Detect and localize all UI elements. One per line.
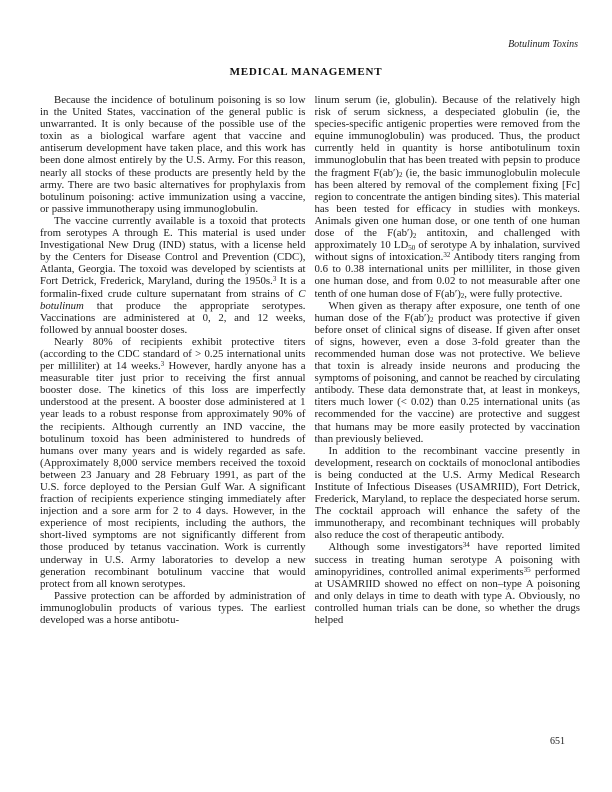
footnote-reference: 32 (443, 251, 451, 260)
subscript-text: 2 (412, 231, 417, 240)
text-columns (40, 94, 580, 706)
footnote-reference: 3 (272, 275, 277, 284)
italic-text: C botulinum (40, 287, 306, 312)
paragraph: When given as therapy after exposure, one tenth of one human dose of the $F(ab')_2$ product was protective if given before onset of clinical signs of disease. If given after onset of signs, however, even a dose 3-fold greater than the recommended human dose was not protective. We believe that toxin is already inside neurons and producing the symptoms of poisoning, and cannot be reached by circulating antibody. These data demonstrate that, at least in monkeys, titers much lower (< 0.02) than 0.25 international units (as recommended for the vaccine) are protective and suggest that humans may be more easily protected by vaccination than previously believed. (314, 299, 580, 445)
paragraph: Although some investigators$^{34}$ have reported limited success in treating human serotype A poisoning with aminopyridines, controlled animal experiments$^{35}$ performed at USAMRIID showed no effect on non–type A poisoning and only delays in time to death with type A. Obviously, no controlled human trials can be done, so whether the drugs helped (314, 541, 580, 627)
footnote-reference: 34 (462, 541, 470, 550)
paragraph: The vaccine currently available is a toxoid that protects from serotypes A through E. This material is used under Investigational New Drug (IND) status, with a license held by the Centers for Disease Control and Prevention (CDC), Atlanta, Georgia. The toxoid was developed by scientists at Fort Detrick, Frederick, Maryland, during the 1950s.$^3$ It is a formalin-fixed crude culture supernatant from strains of C botulinum that produce the appropriate serotypes. Vaccinations are administered at 0, 2, and 12 weeks, followed by annual booster doses. (40, 214, 306, 336)
footnote-reference: 35 (523, 565, 531, 574)
subscript-text: 2 (430, 316, 434, 325)
paragraph: Passive protection can be afforded by administration of immunoglobulin products of various types. The earliest developed was a horse antibotu- (40, 589, 306, 627)
text-column-left (40, 94, 306, 706)
subscript-text: 2 (460, 292, 465, 300)
paragraph: Nearly 80% of recipients exhibit protective titers (according to the CDC standard of > 0.25 international units per milliliter) at 14 weeks.$^3$ However, hardly anyone has a measurable titer just prior to receiving the first annual booster dose. The kinetics of this loss are imperfectly understood at the present. A booster dose administered at 1 year leads to a robust response from approximately 90% of the recipients. Although currently an IND vaccine, the botulinum toxoid has been administered to hundreds of humans over many years and is widely regarded as safe. (Approximately 8,000 service members received the toxoid between 23 January and 28 February 1991, as part of the U.S. force deployed to the Persian Gulf War. A significant fraction of recipients experience stinging immediately after injection and a sore arm for 2 to 4 days. However, in the experience of most recipients, including the authors, the short-lived symptoms are not significantly different from those produced by tetanus vaccination. Work is currently underway in U.S. Army laboratories to develop a new generation recombinant botulinum vaccine that would protect from all known serotypes. (40, 335, 306, 590)
page-number: 651 (550, 736, 565, 747)
paragraph: linum serum (ie, globulin). Because of the relatively high risk of serum sickness, a despeciated globulin (ie, the species-specific antigenic properties were removed from the equine immunoglobulin) was produced. Thus, the product currently held in quantity is horse antibotulinum toxin immunoglobulin that has been treated with pepsin to produce the fragment $F(ab')_2$ (ie, the basic immunoglobulin molecule has been altered by removal of the complement fixing [Fc] region to concentrate the antigen binding sites). This material has been tested for efficacy in studies with monkeys. Animals given one human dose, or one tenth of one human dose of the $F(ab')_2$ antitoxin, and challenged with approximately 10 $LD_{50}$ of serotype A by inhalation, survived without signs of intoxication.$^{32}$ Antibody titers ranging from 0.6 to 0.38 international units per milliliter, in those given one human dose, and from 0.02 to not measurable after one tenth of one human dose of $F(ab')_2$, were fully protective. (314, 94, 580, 300)
subscript-text: 50 (408, 243, 416, 252)
paragraph: Because the incidence of botulinum poisoning is so low in the United States, vaccination of the general public is unwarranted. It is only because of the possible use of the toxin as a biological warfare agent that vaccine and antiserum development have taken place, and this work has been done almost entirely by the U.S. Army. For this reason, nearly all stocks of these products are presently held by the army. There are two basic alternatives for prophylaxis from botulinum poisoning: active immunization using a vaccine, or passive immunotherapy using immunoglobulin. (40, 94, 306, 215)
footnote-reference: 3 (160, 360, 165, 369)
text-column-right (315, 94, 581, 706)
subscript-text: 2 (399, 171, 403, 180)
section-title: MEDICAL MANAGEMENT (229, 66, 383, 78)
paragraph: In addition to the recombinant vaccine presently in development, research on cocktails of monoclonal antibodies is being conducted at the U.S. Army Medical Research Institute of Infectious Diseases (USAMRIID), Fort Detrick, Frederick, Maryland, to replace the despeciated horse serum. The cocktail approach will enhance the safety of the immunotherapy, and recombinant techniques will probably also reduce the cost of therapeutic antibody. (314, 444, 580, 542)
running-head: Botulinum Toxins (508, 39, 578, 50)
